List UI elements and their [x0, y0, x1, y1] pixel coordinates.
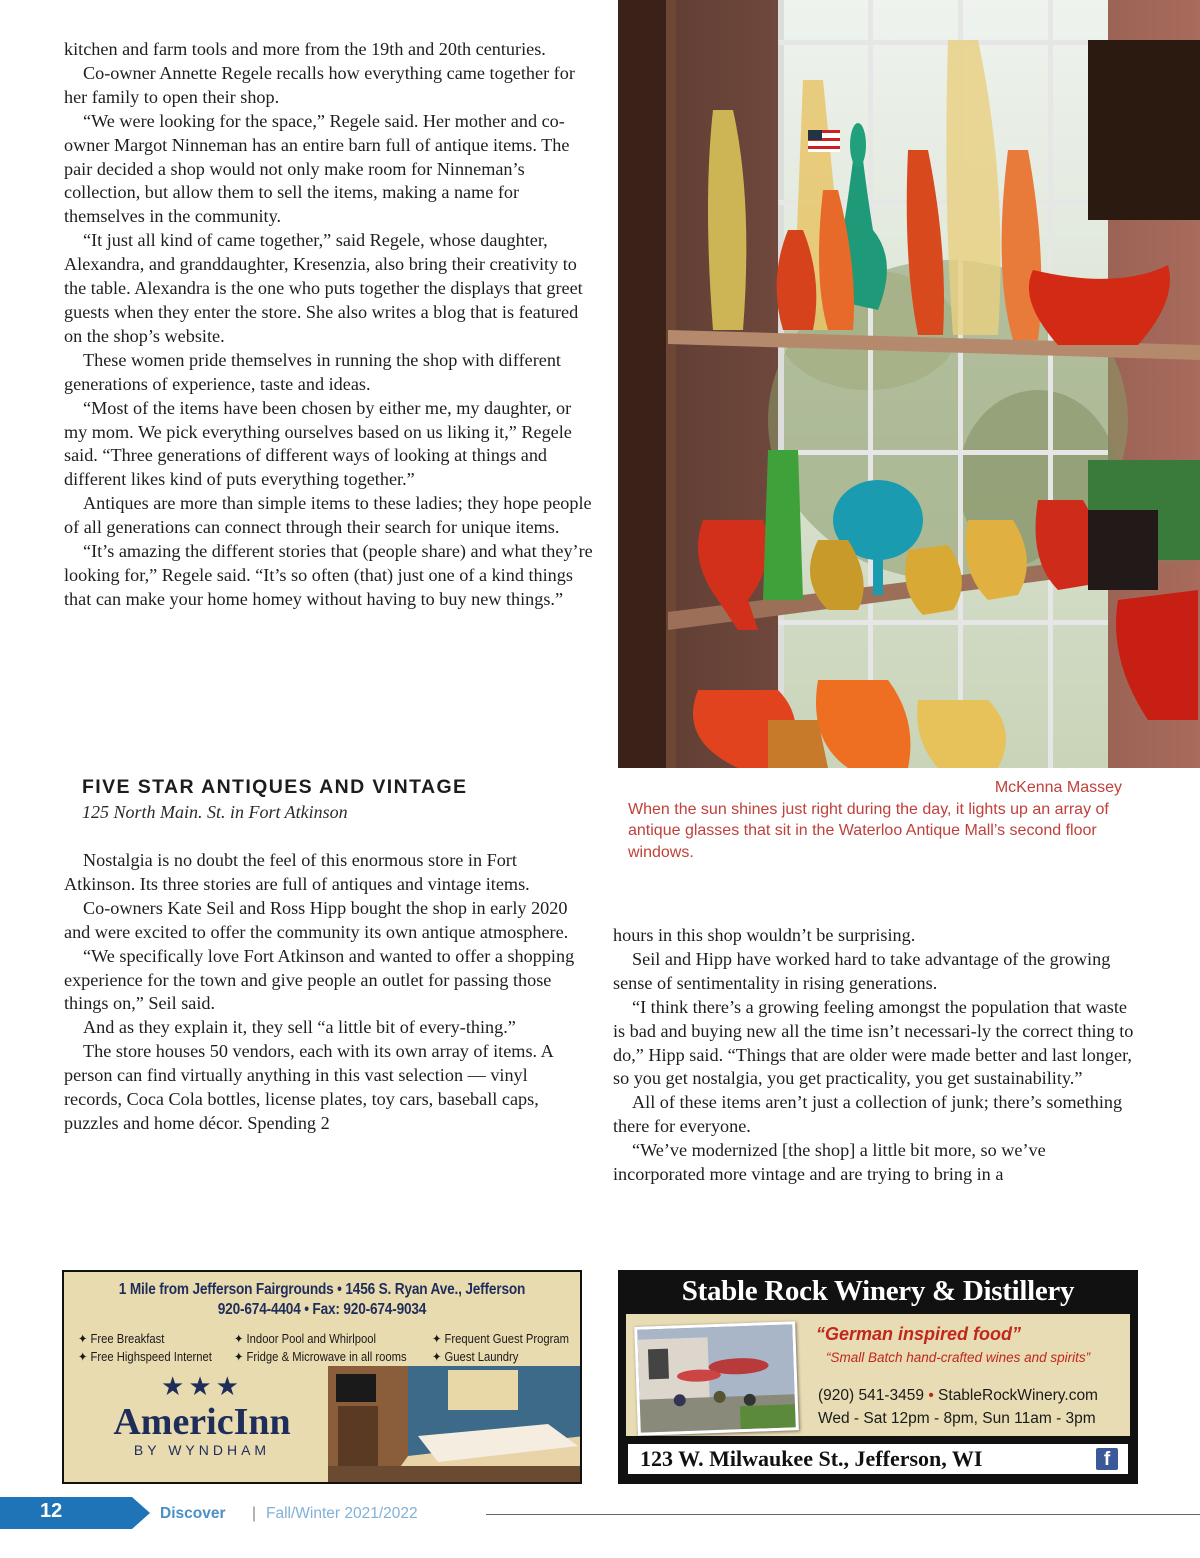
paragraph: “Most of the items have been chosen by either me, my daughter, or my mom. We pick everything ourselves based on us liking it,” Regele said. “Three generations of different ways of looking at things and different likes kind of puts everything together.”	[64, 397, 572, 490]
ad-contact	[818, 1384, 1098, 1430]
feature-item: ✦ Free Breakfast	[78, 1332, 165, 1346]
paragraph: “It’s amazing the different stories that (people share) and what they’re looking for,” Regele said. “It’s so often (that) just one of a kind things that can make your home homey without having to buy new things.”	[64, 541, 593, 609]
stable-rock-ad[interactable]	[618, 1270, 1138, 1484]
ad-subtagline: “Small Batch hand-crafted wines and spirits”	[826, 1350, 1091, 1365]
article-column-top	[64, 38, 594, 612]
section-heading: FIVE STAR ANTIQUES AND VINTAGE	[82, 776, 468, 798]
paragraph: These women pride themselves in running the shop with different generations of experience, taste and ideas.	[64, 349, 561, 394]
americinn-ad[interactable]	[62, 1270, 582, 1484]
article-column-right	[613, 924, 1141, 1187]
hotel-room-photo	[328, 1366, 582, 1484]
paragraph: “I think there’s a growing feeling amongst the population that waste is bad and buying new all the time isn’t necessari-ly the correct thing to do,” Hipp said. “Things that are older were made better and last longer, so you get nostalgia, you get practicality, you get sustainability.”	[613, 996, 1134, 1089]
paragraph: “We’ve modernized [the shop] a little bit more, so we’ve incorporated more vintage and are trying to bring in a	[613, 1140, 1046, 1185]
page-number: 12	[40, 1500, 63, 1522]
footer-separator: |	[252, 1505, 257, 1522]
paragraph: Antiques are more than simple items to these ladies; they hope people of all generations can connect through their search for unique items.	[64, 493, 592, 538]
paragraph: Co-owners Kate Seil and Ross Hipp bought the shop in early 2020 and were excited to offer the community its own antique atmosphere.	[64, 897, 569, 942]
paragraph: “It just all kind of came together,” said Regele, whose daughter, Alexandra, and granddaughter, Kresenzia, also bring their creativity to the table. Alexandra is the one who puts together the displays that greet guests when they enter the store. She also writes a blog that is featured on the shop’s website.	[64, 230, 583, 346]
paragraph: kitchen and farm tools and more from the 19th and 20th centuries.	[64, 39, 546, 59]
paragraph: And as they explain it, they sell “a little bit of every-thing.”	[83, 1017, 516, 1038]
feature-item: ✦ Frequent Guest Program	[432, 1332, 569, 1346]
ad-phone: (920) 541-3459	[818, 1387, 924, 1404]
logo-name: AmericInn	[113, 1401, 291, 1443]
footer-rule	[486, 1514, 1200, 1515]
ad-address-line: 1 Mile from Jefferson Fairgrounds • 1456 S. Ryan Ave., Jefferson	[118, 1281, 526, 1298]
ad-website[interactable]: StableRockWinery.com	[938, 1387, 1098, 1404]
paragraph: “We were looking for the space,” Regele said. Her mother and co-owner Margot Ninneman has an entire barn full of antique items. The pair decided a shop would not only make room for Ninneman’s collection, but allow them to sell the items, making a name for themselves in the community.	[64, 110, 570, 227]
photo-caption: When the sun shines just right during the day, it lights up an array of antique glasses that sit in the Waterloo Antique Mall’s second floor windows.	[628, 800, 1109, 861]
patio-photo	[634, 1321, 799, 1436]
footer-publication: Discover	[160, 1505, 226, 1522]
stars-icon: ★★★	[161, 1372, 243, 1401]
ad-address: 123 W. Milwaukee St., Jefferson, WI	[640, 1446, 983, 1471]
article-column-left	[64, 849, 590, 1136]
feature-item: ✦ Guest Laundry	[432, 1350, 519, 1364]
ad-tagline: “German inspired food”	[816, 1324, 1022, 1344]
paragraph: The store houses 50 vendors, each with its own array of items. A person can find virtually anything in this vast selection — vinyl records, Coca Cola bottles, license plates, toy cars, baseball caps, puzzles and home décor. Spending 2	[64, 1041, 553, 1133]
ad-address-bar	[626, 1442, 1130, 1476]
glassware-photo	[618, 0, 1200, 768]
facebook-icon[interactable]: f	[1096, 1448, 1118, 1470]
page-number-tab	[0, 1497, 150, 1529]
section-address: 125 North Main. St. in Fort Atkinson	[82, 802, 348, 822]
americinn-logo	[82, 1372, 322, 1458]
paragraph: Nostalgia is no doubt the feel of this enormous store in Fort Atkinson. Its three stories are full of antiques and vintage items.	[64, 850, 530, 894]
feature-item: ✦ Indoor Pool and Whirlpool	[234, 1332, 377, 1346]
ad-hours: Wed - Sat 12pm - 8pm, Sun 11am - 3pm	[818, 1410, 1096, 1427]
paragraph: Seil and Hipp have worked hard to take advantage of the growing sense of sentimentality in rising generations.	[613, 948, 1111, 993]
ad-panel	[626, 1314, 1130, 1436]
paragraph: All of these items aren’t just a collection of junk; there’s something there for everyone.	[613, 1092, 1123, 1137]
photo-caption-block	[628, 777, 1128, 863]
paragraph: hours in this shop wouldn’t be surprising.	[613, 925, 916, 945]
feature-item: ✦ Fridge & Microwave in all rooms	[234, 1350, 407, 1364]
bullet-icon: •	[928, 1387, 939, 1404]
logo-sub: BY WYNDHAM	[133, 1442, 271, 1458]
paragraph: Co-owner Annette Regele recalls how everything came together for her family to open their shop.	[64, 62, 575, 107]
photo-credit: McKenna Massey	[994, 779, 1122, 796]
ad-phone-line: 920-674-4404 • Fax: 920-674-9034	[217, 1301, 427, 1318]
ad-title: Stable Rock Winery & Distillery	[681, 1275, 1075, 1307]
paragraph: “We specifically love Fort Atkinson and wanted to offer a shopping experience for the town and give people an outlet for passing those things on,” Seil said.	[64, 945, 575, 1014]
footer-issue: Fall/Winter 2021/2022	[266, 1505, 418, 1522]
feature-item: ✦ Free Highspeed Internet	[78, 1350, 212, 1364]
